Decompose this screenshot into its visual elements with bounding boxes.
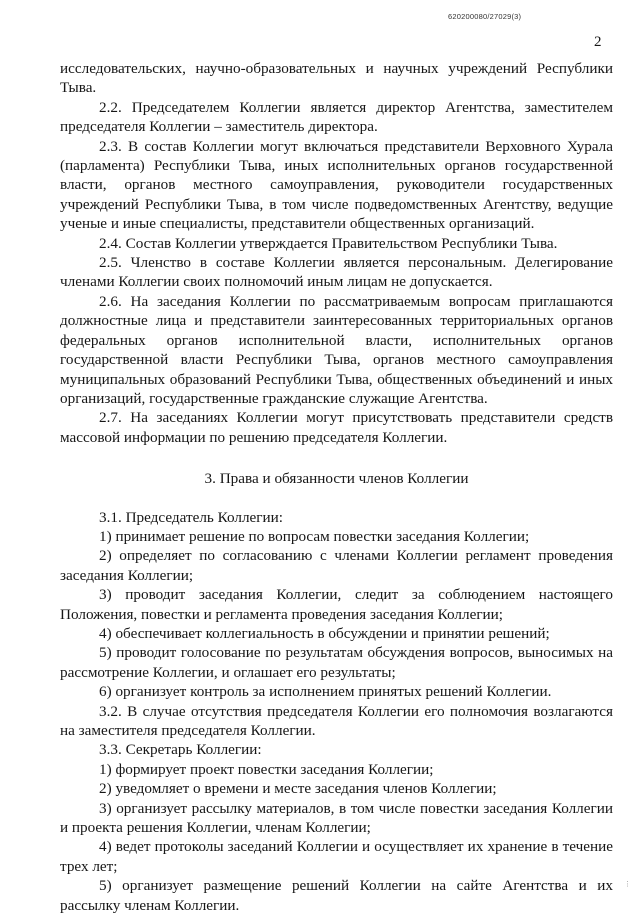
list-item: 3) организует рассылку материалов, в том числе повестки заседания Коллегии и проекта решения Коллегии, членам Коллегии;	[60, 799, 613, 837]
list-item: 1) формирует проект повестки заседания Коллегии;	[99, 760, 434, 778]
paragraph-3-1: 3.1. Председатель Коллегии:	[99, 508, 283, 526]
list-item: 6) организует контроль за исполнением принятых решений Коллегии.	[99, 683, 552, 701]
paragraph-2-4: 2.4. Состав Коллегии утверждается Правительством Республики Тыва.	[99, 234, 558, 252]
list-item: 3) проводит заседания Коллегии, следит за соблюдением настоящего Положения, повестки и регламента проведения заседания Коллегии;	[60, 586, 613, 623]
section-title: 3. Права и обязанности членов Коллегии	[204, 470, 469, 488]
paragraph-2-5: 2.5. Членство в составе Коллегии является персональным. Делегирование членами Коллегии своих полномочий иным лицам не допускается.	[60, 254, 613, 291]
paragraph-2-6: 2.6. На заседания Коллегии по рассматриваемым вопросам приглашаются должностные лица и представители заинтересованных территориальных органов федеральных органов исполнительной власти, исполнительных органов государственной власти Республики Тыва, органов местного самоуправления муниципальных образований Республики Тыва, общественных объединений и иных организаций, государственные гражданские служащие Агентства.	[60, 292, 613, 407]
list-item: 1) принимает решение по вопросам повестки заседания Коллегии;	[99, 527, 530, 545]
document-body	[60, 59, 613, 915]
paragraph-2-2: 2.2. Председателем Коллегии является директор Агентства, заместителем председателя Коллегии – заместитель директора.	[60, 98, 613, 136]
paragraph-2-7: 2.7. На заседаниях Коллегии могут присутствовать представители средств массовой информации по решению председателя Коллегии.	[60, 409, 613, 446]
list-item: 4) ведет протоколы заседаний Коллегии и осуществляет их хранение в течение трех лет;	[60, 838, 613, 875]
list-item: 2) уведомляет о времени и месте заседания членов Коллегии;	[99, 780, 497, 798]
scan-mark: ⋮	[624, 881, 631, 888]
list-item: 2) определяет по согласованию с членами Коллегии регламент проведения заседания Коллегии;	[60, 547, 613, 584]
document-code: 620200080/27029(3)	[448, 12, 522, 21]
list-item: 4) обеспечивает коллегиальность в обсуждении и принятии решений;	[99, 624, 550, 642]
list-item: 5) организует размещение решений Коллегии на сайте Агентства и их рассылку членам Коллегии.	[60, 877, 613, 914]
paragraph-2-3: 2.3. В состав Коллегии могут включаться представители Верховного Хурала (парламента) Республики Тыва, иных исполнительных органов государственной власти, органов местного самоуправления, руководители государственных учреждений Республики Тыва, в том числе подведомственных Агентству, ведущие ученые и иные специалисты, представители общественных организаций.	[60, 137, 613, 233]
paragraph-3-3: 3.3. Секретарь Коллегии:	[99, 741, 262, 759]
paragraph-3-2: 3.2. В случае отсутствия председателя Коллегии его полномочия возлагаются на заместителя председателя Коллегии.	[60, 702, 613, 739]
list-item: 5) проводит голосование по результатам обсуждения вопросов, выносимых на рассмотрение Коллегии, и оглашает его результаты;	[60, 644, 613, 681]
page-number: 2	[594, 34, 602, 50]
paragraph: исследовательских, научно-образовательных и научных учреждений Республики Тыва.	[60, 60, 613, 97]
